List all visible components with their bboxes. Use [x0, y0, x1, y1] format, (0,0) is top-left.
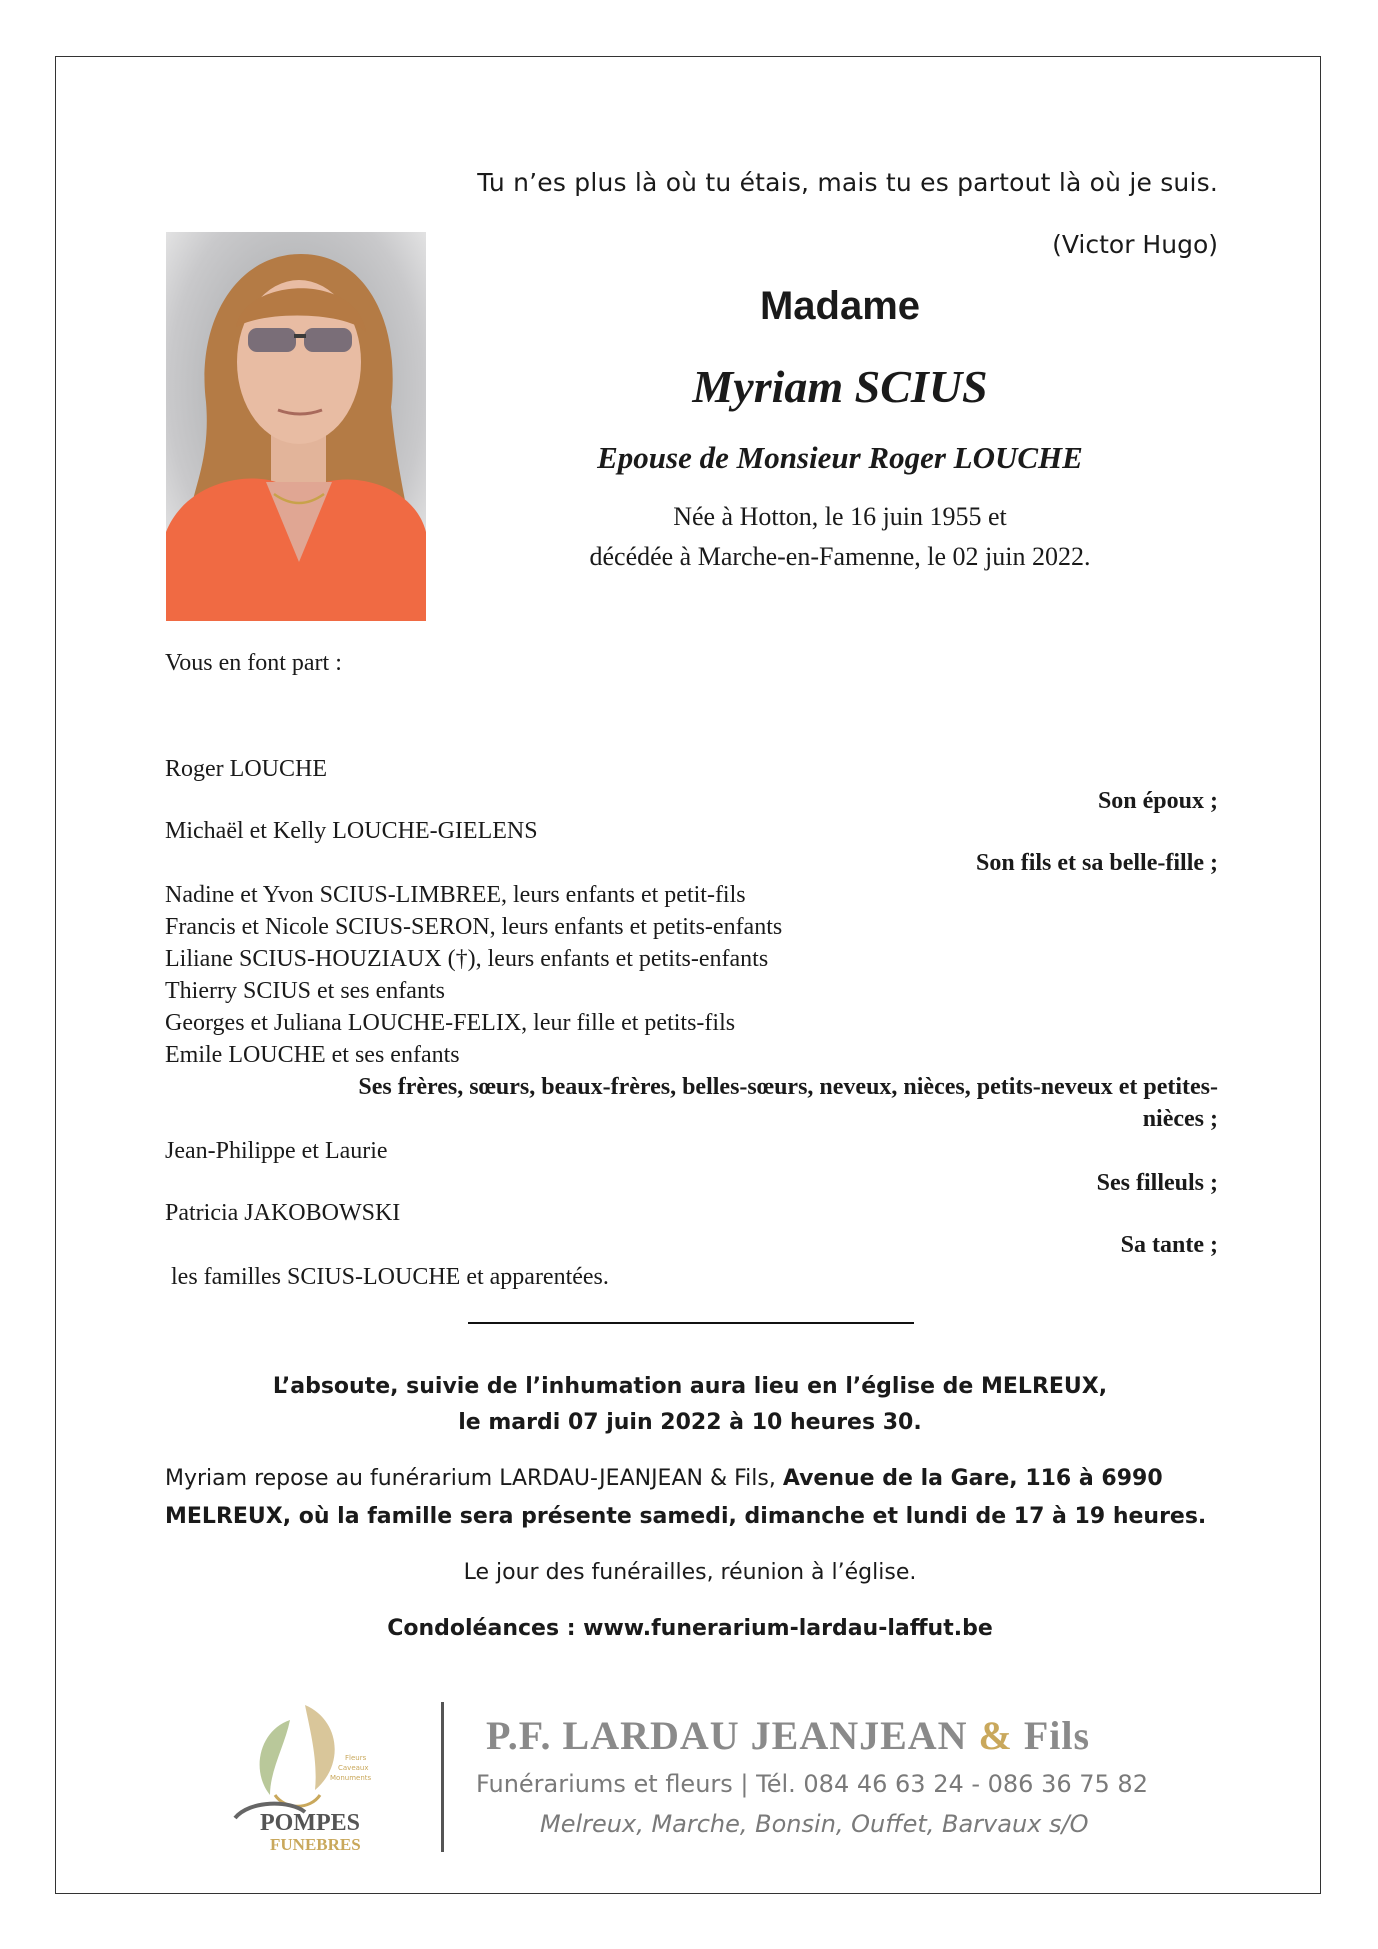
death-info: décédée à Marche-en-Famenne, le 02 juin 2022.	[589, 542, 1091, 571]
relation-label: Son époux ;	[1097, 788, 1218, 814]
relation-label: Ses filleuls ;	[1096, 1170, 1218, 1196]
company-name-a: P.F. LARDAU JEANJEAN	[486, 1713, 979, 1758]
family-member: les familles SCIUS-LOUCHE et apparentées.	[165, 1264, 609, 1290]
quote-text: Tu n’es plus là où tu étais, mais tu es partout là où je suis.	[477, 168, 1218, 197]
logo-side-3: Monuments	[330, 1774, 372, 1782]
deceased-name: Myriam SCIUS	[692, 361, 988, 412]
repose-line-1	[165, 1466, 1163, 1491]
family-member: Roger LOUCHE	[165, 756, 327, 782]
family-member: Francis et Nicole SCIUS-SERON, leurs enfants et petits-enfants	[165, 914, 783, 940]
pompes-funebres-logo	[230, 1700, 450, 1860]
ceremony-line-2: le mardi 07 juin 2022 à 10 heures 30.	[458, 1410, 922, 1435]
separator-line	[468, 1322, 914, 1324]
phone-numbers: Tél. 084 46 63 24 - 086 36 75 82	[756, 1770, 1148, 1798]
leaf-icon	[260, 1720, 290, 1795]
logo-side-1: Fleurs	[345, 1754, 367, 1762]
deceased-title: Madame	[759, 284, 921, 328]
family-member: Jean-Philippe et Laurie	[165, 1138, 388, 1164]
condolences-line: Condoléances : www.funerarium-lardau-laffut.be	[387, 1616, 993, 1641]
relation-label: Son fils et sa belle-fille ;	[976, 850, 1218, 876]
family-member: Nadine et Yvon SCIUS-LIMBREE, leurs enfants et petit-fils	[165, 882, 746, 908]
company-tagline	[476, 1770, 1148, 1798]
logo-text-bottom: FUNEBRES	[270, 1835, 361, 1854]
relation-label: nièces ;	[1142, 1106, 1218, 1132]
relation-label: Ses frères, sœurs, beaux-frères, belles-sœurs, neveux, nièces, petits-neveux et petites-	[358, 1074, 1218, 1100]
company-name	[486, 1712, 1090, 1759]
company-locations: Melreux, Marche, Bonsin, Ouffet, Barvaux s/O	[540, 1810, 1089, 1838]
repose-text: Myriam repose au funérarium LARDAU-JEANJEAN & Fils,	[165, 1466, 783, 1491]
family-member: Liliane SCIUS-HOUZIAUX (†), leurs enfants et petits-enfants	[165, 946, 769, 972]
logo-text-top: POMPES	[260, 1810, 360, 1836]
portrait-photo	[166, 232, 426, 621]
relation-label: Sa tante ;	[1120, 1232, 1218, 1258]
family-member: Patricia JAKOBOWSKI	[165, 1200, 401, 1226]
family-member: Emile LOUCHE et ses enfants	[165, 1042, 460, 1068]
company-name-b: Fils	[1012, 1713, 1091, 1758]
logo-side-2: Caveaux	[338, 1764, 369, 1772]
logo-divider	[441, 1702, 444, 1852]
family-member: Thierry SCIUS et ses enfants	[165, 978, 445, 1004]
ceremony-line-1: L’absoute, suivie de l’inhumation aura lieu en l’église de MELREUX,	[272, 1374, 1108, 1399]
funeral-meeting: Le jour des funérailles, réunion à l’église.	[463, 1560, 917, 1585]
family-member: Georges et Juliana LOUCHE-FELIX, leur fille et petits-fils	[165, 1010, 736, 1036]
deceased-spouse: Epouse de Monsieur Roger LOUCHE	[597, 440, 1083, 475]
tagline-text: Funérariums et fleurs |	[476, 1770, 749, 1798]
company-amp: &	[978, 1713, 1013, 1758]
repose-address: Avenue de la Gare, 116 à 6990	[782, 1466, 1163, 1491]
quote-author: (Victor Hugo)	[1052, 230, 1218, 259]
repose-line-2: MELREUX, où la famille sera présente samedi, dimanche et lundi de 17 à 19 heures.	[165, 1504, 1207, 1529]
announcement-intro: Vous en font part :	[165, 650, 342, 676]
birth-info: Née à Hotton, le 16 juin 1955 et	[673, 502, 1007, 531]
family-member: Michaël et Kelly LOUCHE-GIELENS	[165, 818, 538, 844]
